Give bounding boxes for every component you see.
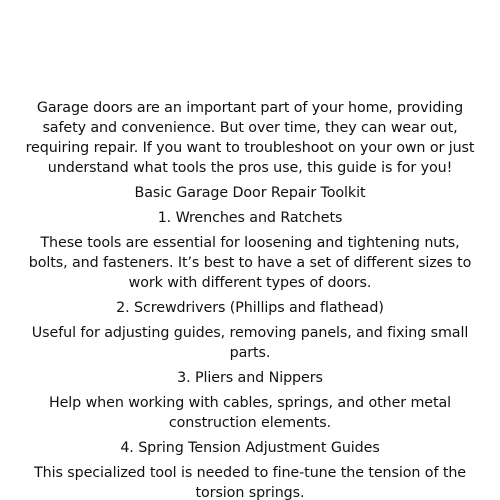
tool-description: This specialized tool is needed to fine-tune the tension of the torsion springs. (34, 465, 466, 500)
tool-title: 2. Screwdrivers (Phillips and flathead) (116, 300, 384, 316)
tool-description: Useful for adjusting guides, removing panels, and fixing small parts. (31, 325, 469, 361)
tool-description: These tools are essential for loosening and tightening nuts, bolts, and fasteners. It’s best to have a set of different sizes to work with different types of doors. (28, 235, 472, 291)
tool-title: 3. Pliers and Nippers (177, 370, 323, 386)
tool-title: 1. Wrenches and Ratchets (157, 210, 343, 226)
tool-description: Help when working with cables, springs, and other metal construction elements. (48, 395, 452, 431)
tool-title: 4. Spring Tension Adjustment Guides (120, 440, 380, 456)
intro-paragraph: Garage doors are an important part of your home, providing safety and convenience. But over time, they can wear out, requiring repair. If you want to troubleshoot on your own or just understand what tools the pros use, this guide is for you! (25, 100, 475, 176)
toolkit-heading: Basic Garage Door Repair Toolkit (134, 185, 366, 201)
